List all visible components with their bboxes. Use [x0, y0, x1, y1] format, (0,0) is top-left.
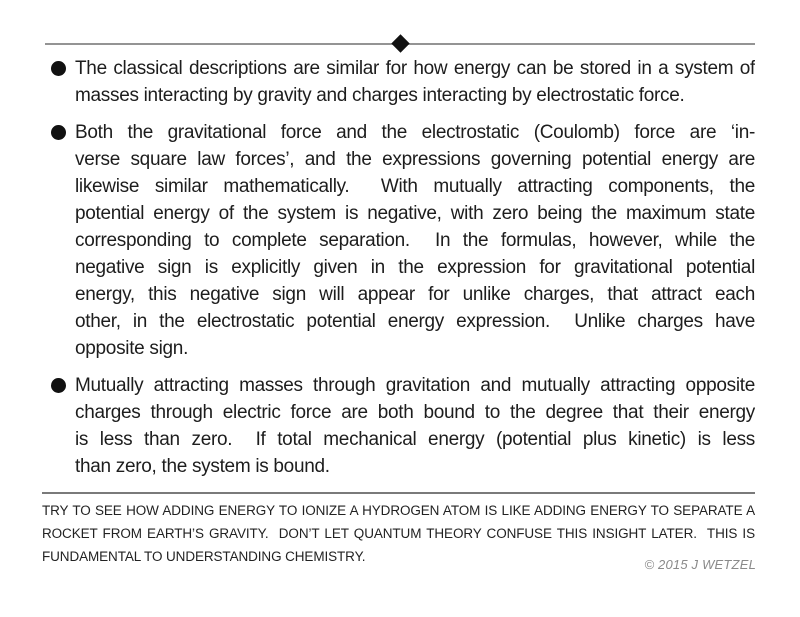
- bullet-item: [45, 372, 755, 480]
- text-line: masses interacting by gravity and charges interacting by electrostatic force.: [75, 85, 685, 106]
- text-line: verse square law forces’, and the expressions governing potential energy are: [75, 149, 755, 170]
- footer-divider: [42, 492, 755, 494]
- text-line: Mutually attracting masses through gravitation and mutually attracting opposite: [75, 375, 755, 396]
- copyright: © 2015 J WETZEL: [644, 557, 756, 572]
- diamond-icon: [391, 34, 409, 52]
- text-line: energy, this negative sign will appear for unlike charges, that attract each: [75, 284, 755, 305]
- text-line: likewise similar mathematically. With mutually attracting components, the: [75, 176, 755, 197]
- bullet-item: [45, 119, 755, 362]
- bullet-text: [75, 372, 755, 480]
- bullet-marker-column: [45, 55, 75, 109]
- text-line: Both the gravitational force and the electrostatic (Coulomb) force are ‘in-: [75, 122, 755, 143]
- text-line: charges through electric force are both bound to the degree that their energy: [75, 402, 755, 423]
- footnote-line: TRY TO SEE HOW ADDING ENERGY TO IONIZE A HYDROGEN ATOM IS LIKE ADDING ENERGY TO SEPARATE A: [42, 503, 755, 518]
- bullet-icon: [51, 378, 66, 393]
- bullet-list: [45, 55, 755, 490]
- text-line: opposite sign.: [75, 338, 189, 359]
- footnote-line: ROCKET FROM EARTH’S GRAVITY. DON’T LET QUANTUM THEORY CONFUSE THIS INSIGHT LATER. THIS IS: [42, 526, 755, 541]
- footnote-line: FUNDAMENTAL TO UNDERSTANDING CHEMISTRY.: [42, 549, 366, 564]
- bullet-text: [75, 119, 755, 362]
- bullet-marker-column: [45, 372, 75, 480]
- bullet-item: [45, 55, 755, 109]
- bullet-marker-column: [45, 119, 75, 362]
- text-line: negative sign is explicitly given in the expression for gravitational potential: [75, 257, 755, 278]
- bullet-icon: [51, 125, 66, 140]
- text-line: corresponding to complete separation. In the formulas, however, while the: [75, 230, 755, 251]
- text-line: The classical descriptions are similar for how energy can be stored in a system of: [75, 58, 755, 79]
- bullet-text: [75, 55, 755, 109]
- bullet-icon: [51, 61, 66, 76]
- text-line: potential energy of the system is negative, with zero being the maximum state: [75, 203, 755, 224]
- text-line: than zero, the system is bound.: [75, 456, 330, 477]
- text-line: is less than zero. If total mechanical energy (potential plus kinetic) is less: [75, 429, 755, 450]
- text-line: other, in the electrostatic potential energy expression. Unlike charges have: [75, 311, 755, 332]
